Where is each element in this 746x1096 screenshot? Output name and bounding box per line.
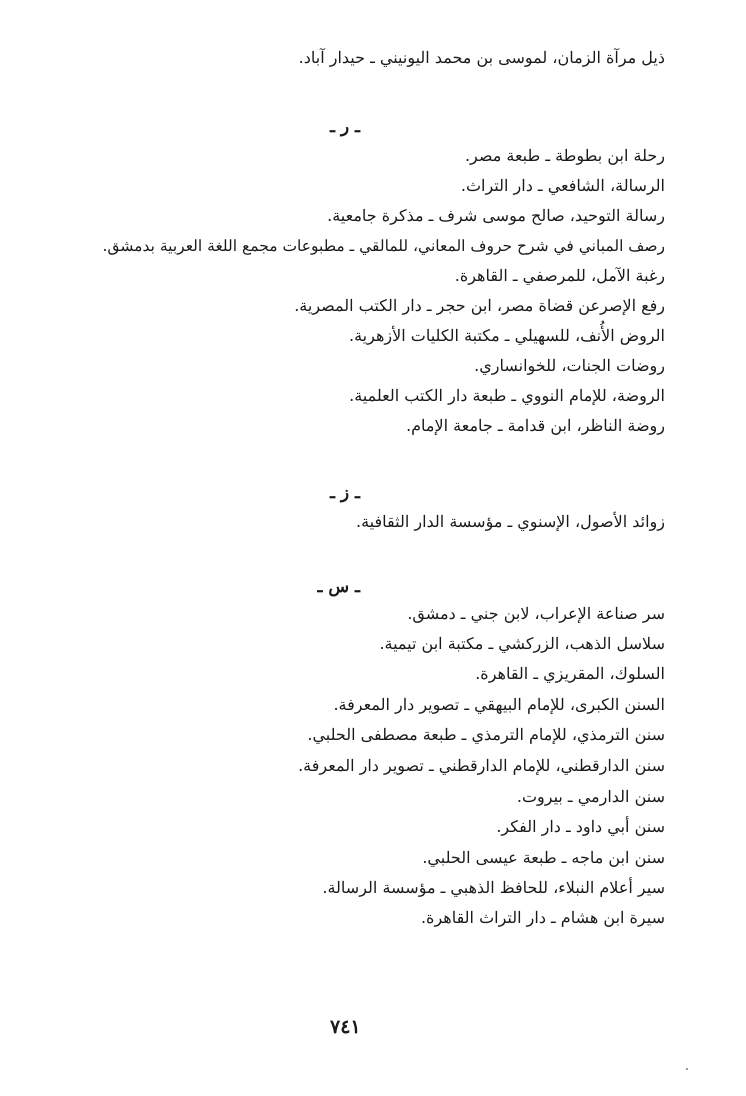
entry-line: سنن الترمذي، للإمام الترمذي ـ طبعة مصطفى الحلبي. bbox=[307, 725, 665, 744]
entry-line: سنن ابن ماجه ـ طبعة عيسى الحلبي. bbox=[422, 848, 665, 867]
entry-line: الرسالة، الشافعي ـ دار التراث. bbox=[460, 176, 665, 195]
entry-line: رفع الإصرعن قضاة مصر، ابن حجر ـ دار الكتب المصرية. bbox=[294, 296, 665, 315]
entry-line: روضات الجنات، للخوانساري. bbox=[474, 356, 665, 375]
entry-line: سنن الدارمي ـ بيروت. bbox=[516, 787, 665, 806]
section-heading-sin: ـ س ـ bbox=[317, 577, 360, 597]
entry-line: رحلة ابن بطوطة ـ طبعة مصر. bbox=[464, 146, 665, 165]
section-heading-zay: ـ ز ـ bbox=[329, 483, 360, 503]
entry-line: رسالة التوحيد، صالح موسى شرف ـ مذكرة جامعية. bbox=[327, 206, 665, 225]
entry-line: سنن أبي داود ـ دار الفكر. bbox=[496, 817, 665, 836]
entry-line: سنن الدارقطني، للإمام الدارقطني ـ تصوير دار المعرفة. bbox=[298, 756, 665, 775]
scan-speck bbox=[686, 1068, 688, 1070]
header-line: ذيل مرآة الزمان، لموسى بن محمد اليونيني ـ حيدار آباد. bbox=[298, 48, 665, 67]
entry-line: سر صناعة الإعراب، لابن جني ـ دمشق. bbox=[407, 604, 665, 623]
entry-line: سلاسل الذهب، الزركشي ـ مكتبة ابن تيمية. bbox=[379, 634, 665, 653]
entry-line: روضة الناظر، ابن قدامة ـ جامعة الإمام. bbox=[406, 416, 665, 435]
entry-line: السنن الكبرى، للإمام البيهقي ـ تصوير دار المعرفة. bbox=[333, 695, 665, 714]
entry-line: الروضة، للإمام النووي ـ طبعة دار الكتب العلمية. bbox=[349, 386, 665, 405]
entry-line: رغبة الآمل، للمرصفي ـ القاهرة. bbox=[454, 266, 665, 285]
entry-line: سيرة ابن هشام ـ دار التراث القاهرة. bbox=[420, 908, 665, 927]
section-heading-ra: ـ ر ـ bbox=[329, 117, 360, 137]
entry-line: سير أعلام النبلاء، للحافظ الذهبي ـ مؤسسة الرسالة. bbox=[322, 878, 665, 897]
entry-line: رصف المباني في شرح حروف المعاني، للمالقي ـ مطبوعات مجمع اللغة العربية بدمشق. bbox=[102, 237, 665, 255]
entry-line: زوائد الأصول، الإسنوي ـ مؤسسة الدار الثقافية. bbox=[356, 512, 665, 531]
entry-line: الروض الأُنف، للسهيلي ـ مكتبة الكليات الأزهرية. bbox=[349, 326, 665, 345]
entry-line: السلوك، المقريزي ـ القاهرة. bbox=[475, 664, 665, 683]
page-number: ٧٤١ bbox=[330, 1016, 361, 1038]
